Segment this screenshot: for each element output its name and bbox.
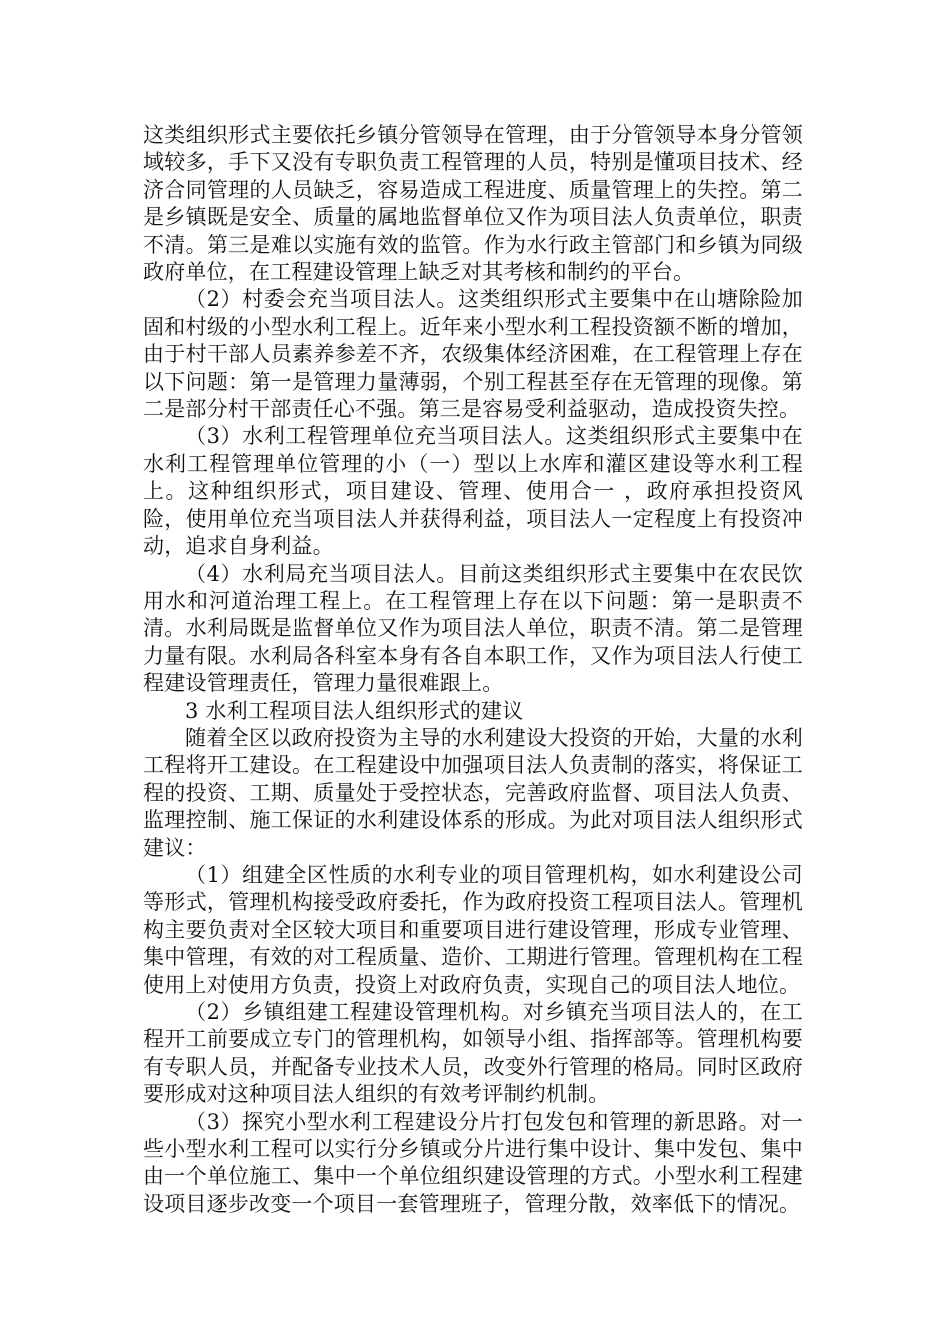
document-page — [143, 122, 803, 1218]
paragraph-continued: 这类组织形式主要依托乡镇分管领导在管理，由于分管领导本身分管领域较多，手下又没有专职负责工程管理的人员，特别是懂项目技术、经济合同管理的人员缺乏，容易造成工程进度、质量管理上的失控。第二是乡镇既是安全、质量的属地监督单位又作为项目法人负责单位，职责不清。第三是难以实施有效的监管。作为水行政主管部门和乡镇为同级政府单位，在工程建设管理上缺乏对其考核和制约的平台。 — [143, 123, 803, 285]
paragraph-suggestion-1: （1）组建全区性质的水利专业的项目管理机构，如水利建设公司等形式，管理机构接受政府委托，作为政府投资工程项目法人。管理机构主要负责对全区较大项目和重要项目进行建设管理，形成专业管理、集中管理，有效的对工程质量、造价、工期进行管理。管理机构在工程使用上对使用方负责，投资上对政府负责，实现自己的项目法人地位。 — [143, 862, 803, 997]
paragraph-water-bureau: （4）水利局充当项目法人。目前这类组织形式主要集中在农民饮用水和河道治理工程上。在工程管理上存在以下问题：第一是职责不清。水利局既是监督单位又作为项目法人单位，职责不清。第二是管理力量有限。水利局各科室本身有各自本职工作，又作为项目法人行使工程建设管理责任，管理力量很难跟上。 — [143, 561, 803, 696]
paragraph-village-committee: （2）村委会充当项目法人。这类组织形式主要集中在山塘除险加固和村级的小型水利工程上。近年来小型水利工程投资额不断的增加，由于村干部人员素养参差不齐，农级集体经济困难，在工程管理上存在以下问题：第一是管理力量薄弱，个别工程甚至存在无管理的现像。第二是部分村干部责任心不强。第三是容易受利益驱动，造成投资失控。 — [143, 287, 803, 422]
paragraph-suggestion-3: （3）探究小型水利工程建设分片打包发包和管理的新思路。对一些小型水利工程可以实行分乡镇或分片进行集中设计、集中发包、集中由一个单位施工、集中一个单位组织建设管理的方式。小型水利工程建设项目逐步改变一个项目一套管理班子，管理分散，效率低下的情况。 — [143, 1109, 803, 1216]
paragraph-water-management-unit: （3）水利工程管理单位充当项目法人。这类组织形式主要集中在水利工程管理单位管理的小（一）型以上水库和灌区建设等水利工程上。这种组织形式，项目建设、管理、使用合一 ，政府承担投资风险，使用单位充当项目法人并获得利益，项目法人一定程度上有投资冲动，追求自身利益。 — [143, 424, 803, 559]
paragraph-section-intro: 随着全区以政府投资为主导的水利建设大投资的开始，大量的水利工程将开工建设。在工程建设中加强项目法人负责制的落实，将保证工程的投资、工期、质量处于受控状态，完善政府监督、项目法人负责、监理控制、施工保证的水利建设体系的形成。为此对项目法人组织形式建议： — [143, 725, 803, 860]
section-heading: 3 水利工程项目法人组织形式的建议 — [185, 698, 524, 723]
paragraph-suggestion-2: （2）乡镇组建工程建设管理机构。对乡镇充当项目法人的，在工程开工前要成立专门的管理机构，如领导小组、指挥部等。管理机构要有专职人员，并配备专业技术人员，改变外行管理的格局。同时区政府要形成对这种项目法人组织的有效考评制约机制。 — [143, 1000, 803, 1107]
